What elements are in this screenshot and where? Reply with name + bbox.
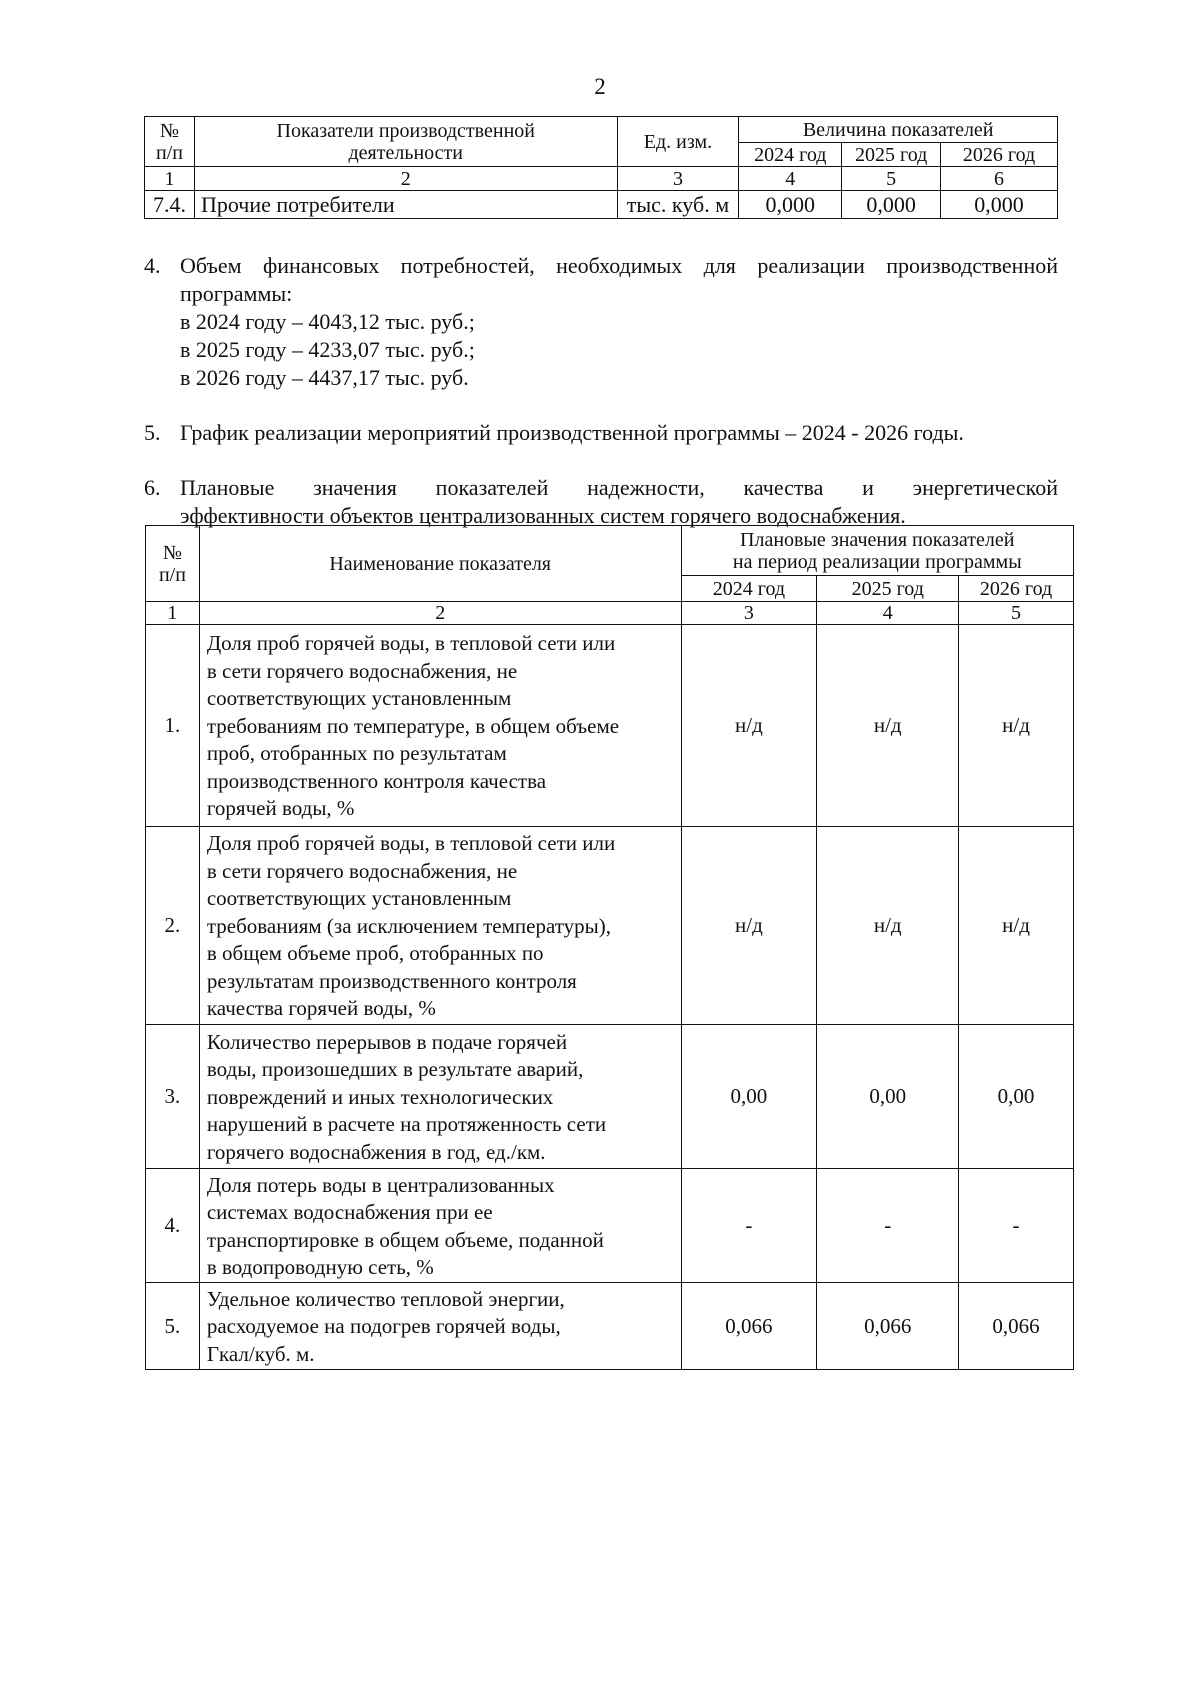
header-num: № п/п [145,117,195,167]
section-6-line: Плановые значения показателей надежности, качества и энергетической [180,475,1058,500]
table-row [145,191,1058,219]
header-indicator: Показатели производственной деятельности [194,117,617,167]
row-value-2025: 0,00 [817,1025,959,1169]
col-num: 3 [681,602,817,625]
col-num: 4 [817,602,959,625]
section-4-line: в 2025 году – 4233,07 тыс. руб.; [180,337,475,362]
row-value-2024: 0,00 [681,1025,817,1169]
section-6 [144,474,1058,530]
row-value-2026: н/д [959,827,1074,1025]
row-num: 3. [146,1025,200,1169]
section-6-line: эффективности объектов централизованных систем горячего водоснабжения. [180,503,906,528]
row-unit: тыс. куб. м [617,191,739,219]
header-num: № п/п [146,526,200,602]
col-num: 1 [145,167,195,191]
section-4-line: в 2026 году – 4437,17 тыс. руб. [180,365,469,390]
header-year-2026: 2026 год [941,143,1058,167]
col-num: 2 [194,167,617,191]
section-4-line: программы: [180,281,293,306]
section-4-number: 4. [144,253,161,278]
header-year-2025: 2025 год [842,143,941,167]
row-value-2024: - [681,1169,817,1283]
header-name: Наименование показателя [199,526,681,602]
row-num: 7.4. [145,191,195,219]
row-value-2025: н/д [817,625,959,827]
section-4 [144,252,1058,392]
section-5-number: 5. [144,420,161,445]
section-5 [144,419,1058,447]
row-num: 4. [146,1169,200,1283]
row-value-2026: н/д [959,625,1074,827]
row-value-2025: - [817,1169,959,1283]
table-row [146,827,1074,1025]
header-unit: Ед. изм. [617,117,739,167]
row-num: 2. [146,827,200,1025]
table-row [146,1025,1074,1169]
row-value-2024: н/д [681,625,817,827]
section-4-line: в 2024 году – 4043,12 тыс. руб.; [180,309,475,334]
header-year-2024: 2024 год [681,576,817,602]
table-row [146,1283,1074,1370]
row-value-2026: - [959,1169,1074,1283]
row-description: Доля проб горячей воды, в тепловой сети или в сети горячего водоснабжения, не соответствующих установленным требованиям (за исключением температуры), в общем объеме проб, отобранных по результатам производственного контроля качества горячей воды, % [199,827,681,1025]
page-number: 2 [594,74,606,99]
section-4-line: Объем финансовых потребностей, необходимых для реализации производственной [180,253,1058,278]
row-value-2025: 0,000 [842,191,941,219]
row-description: Доля потерь воды в централизованных системах водоснабжения при ее транспортировке в общем объеме, поданной в водопроводную сеть, % [199,1169,681,1283]
col-num: 5 [959,602,1074,625]
header-year-2025: 2025 год [817,576,959,602]
row-value-2026: 0,000 [941,191,1058,219]
col-num: 3 [617,167,739,191]
row-value-2024: 0,000 [739,191,842,219]
col-num: 6 [941,167,1058,191]
header-values-group: Величина показателей [739,117,1058,143]
column-number-row [145,167,1058,191]
header-year-2026: 2026 год [959,576,1074,602]
row-value-2024: 0,066 [681,1283,817,1370]
col-num: 1 [146,602,200,625]
row-value-2024: н/д [681,827,817,1025]
row-num: 1. [146,625,200,827]
section-6-number: 6. [144,475,161,500]
row-value-2026: 0,00 [959,1025,1074,1169]
row-description: Количество перерывов в подаче горячей воды, произошедших в результате аварий, повреждений и иных технологических нарушений в расчете на протяженность сети горячего водоснабжения в год, ед./км. [199,1025,681,1169]
col-num: 4 [739,167,842,191]
table-row [146,625,1074,827]
table-row [146,1169,1074,1283]
header-planned-values-group: Плановые значения показателей на период реализации программы [681,526,1073,576]
header-year-2024: 2024 год [739,143,842,167]
row-value-2025: н/д [817,827,959,1025]
row-description: Удельное количество тепловой энергии, расходуемое на подогрев горячей воды, Гкал/куб. м. [199,1283,681,1370]
col-num: 2 [199,602,681,625]
row-description: Доля проб горячей воды, в тепловой сети или в сети горячего водоснабжения, не соответствующих установленным требованиям по температуре, в общем объеме проб, отобранных по результатам производственного контроля качества горячей воды, % [199,625,681,827]
reliability-indicators-table [145,525,1074,1370]
row-num: 5. [146,1283,200,1370]
column-number-row [146,602,1074,625]
row-value-2025: 0,066 [817,1283,959,1370]
row-name: Прочие потребители [194,191,617,219]
row-value-2026: 0,066 [959,1283,1074,1370]
production-indicators-table [144,116,1058,219]
section-5-text: График реализации мероприятий производственной программы – 2024 - 2026 годы. [180,420,964,445]
col-num: 5 [842,167,941,191]
